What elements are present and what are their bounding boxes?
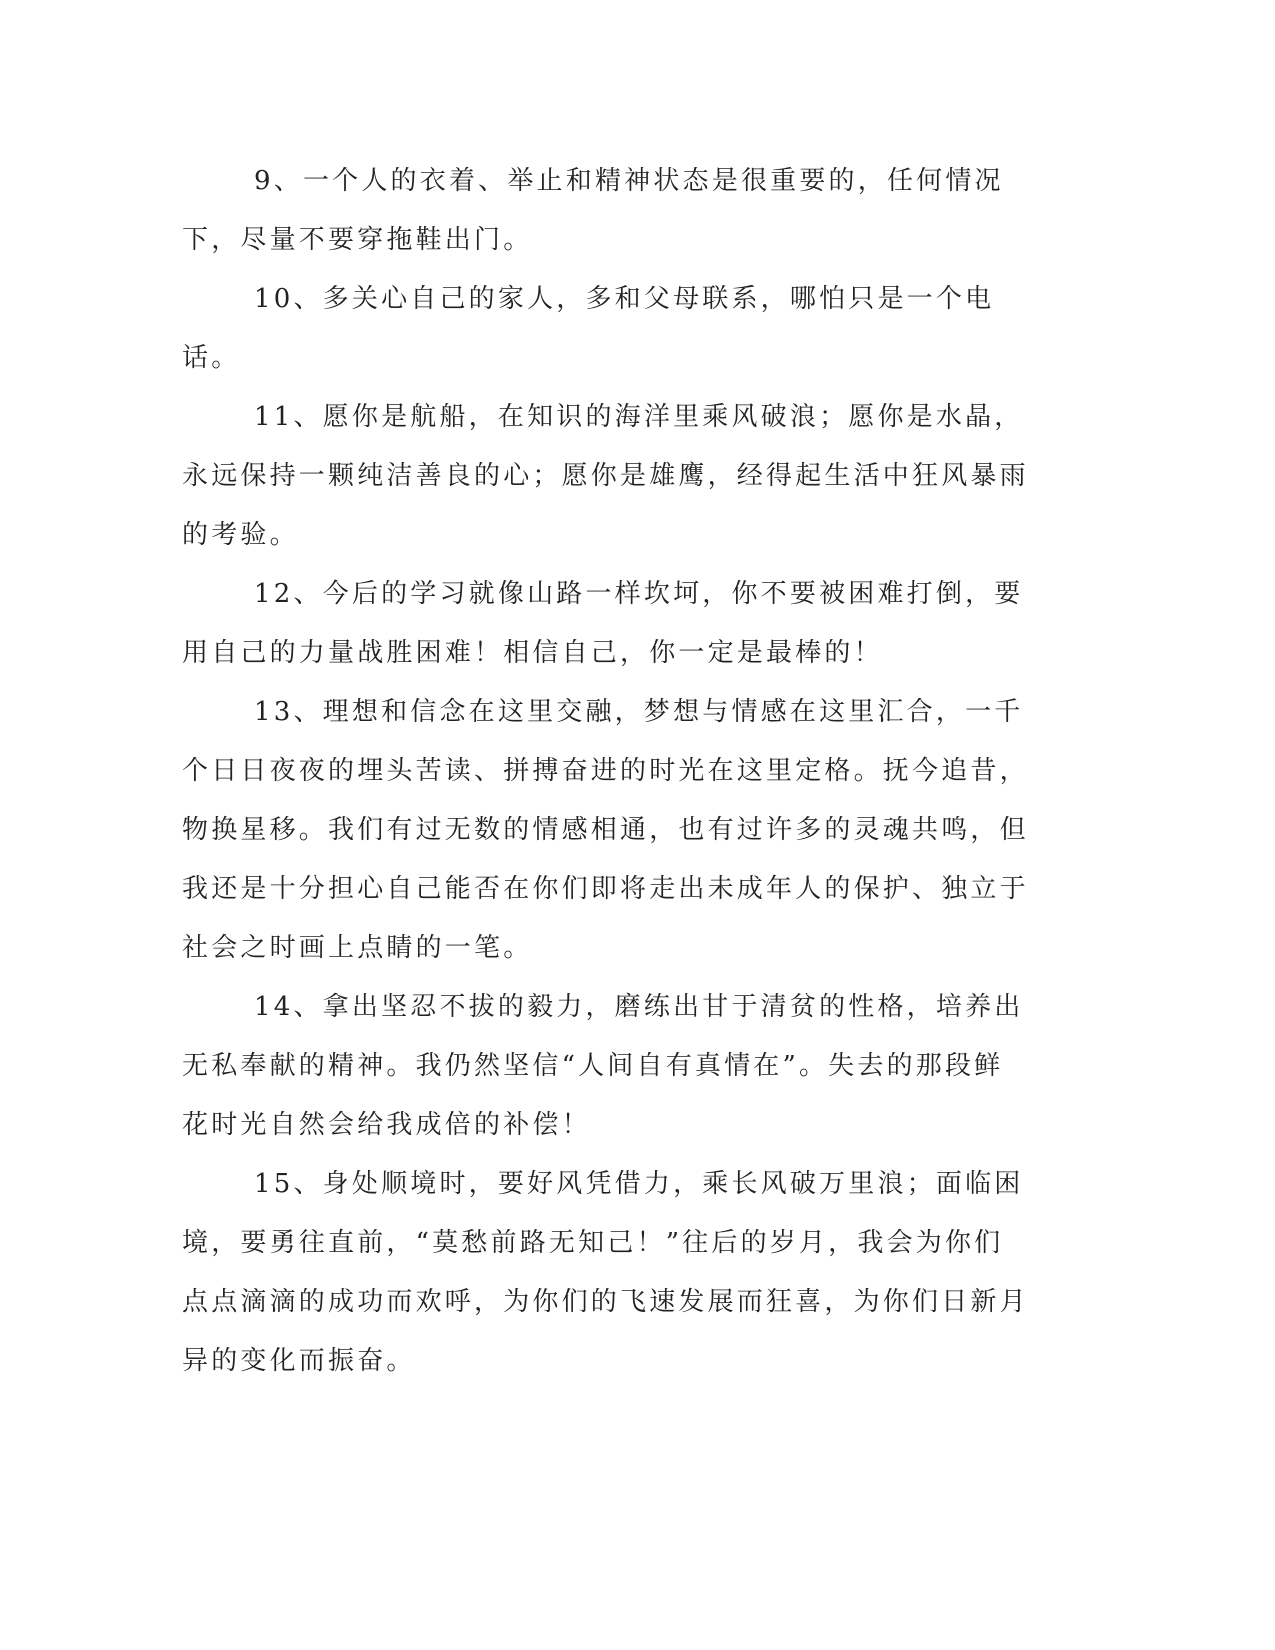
paragraph-14: 14、拿出坚忍不拔的毅力，磨练出甘于清贫的性格，培养出无私奉献的精神。我仍然坚信“人间自有真情在”。失去的那段鲜花时光自然会给我成倍的补偿！ (182, 992, 1024, 1140)
document-body (182, 152, 1032, 1391)
paragraph-10: 10、多关心自己的家人，多和父母联系，哪怕只是一个电话。 (182, 284, 995, 373)
paragraph-15: 15、身处顺境时，要好风凭借力，乘长风破万里浪；面临困境，要勇往直前，“莫愁前路无知己！”往后的岁月，我会为你们点点滴滴的成功而欢呼，为你们的飞速发展而狂喜，为你们日新月异的变化而振奋。 (182, 1169, 1029, 1376)
paragraph-12: 12、今后的学习就像山路一样坎坷，你不要被困难打倒，要用自己的力量战胜困难！相信自己，你一定是最棒的！ (182, 579, 1024, 668)
paragraph-13: 13、理想和信念在这里交融，梦想与情感在这里汇合，一千个日日夜夜的埋头苦读、拼搏奋进的时光在这里定格。抚今追昔，物换星移。我们有过无数的情感相通，也有过许多的灵魂共鸣，但我还是十分担心自己能否在你们即将走出未成年人的保护、独立于社会之时画上点睛的一笔。 (182, 697, 1029, 963)
paragraph-9: 9、一个人的衣着、举止和精神状态是很重要的，任何情况下，尽量不要穿拖鞋出门。 (182, 166, 1004, 255)
paragraph-11: 11、愿你是航船，在知识的海洋里乘风破浪；愿你是水晶，永远保持一颗纯洁善良的心；愿你是雄鹰，经得起生活中狂风暴雨的考验。 (182, 402, 1029, 550)
